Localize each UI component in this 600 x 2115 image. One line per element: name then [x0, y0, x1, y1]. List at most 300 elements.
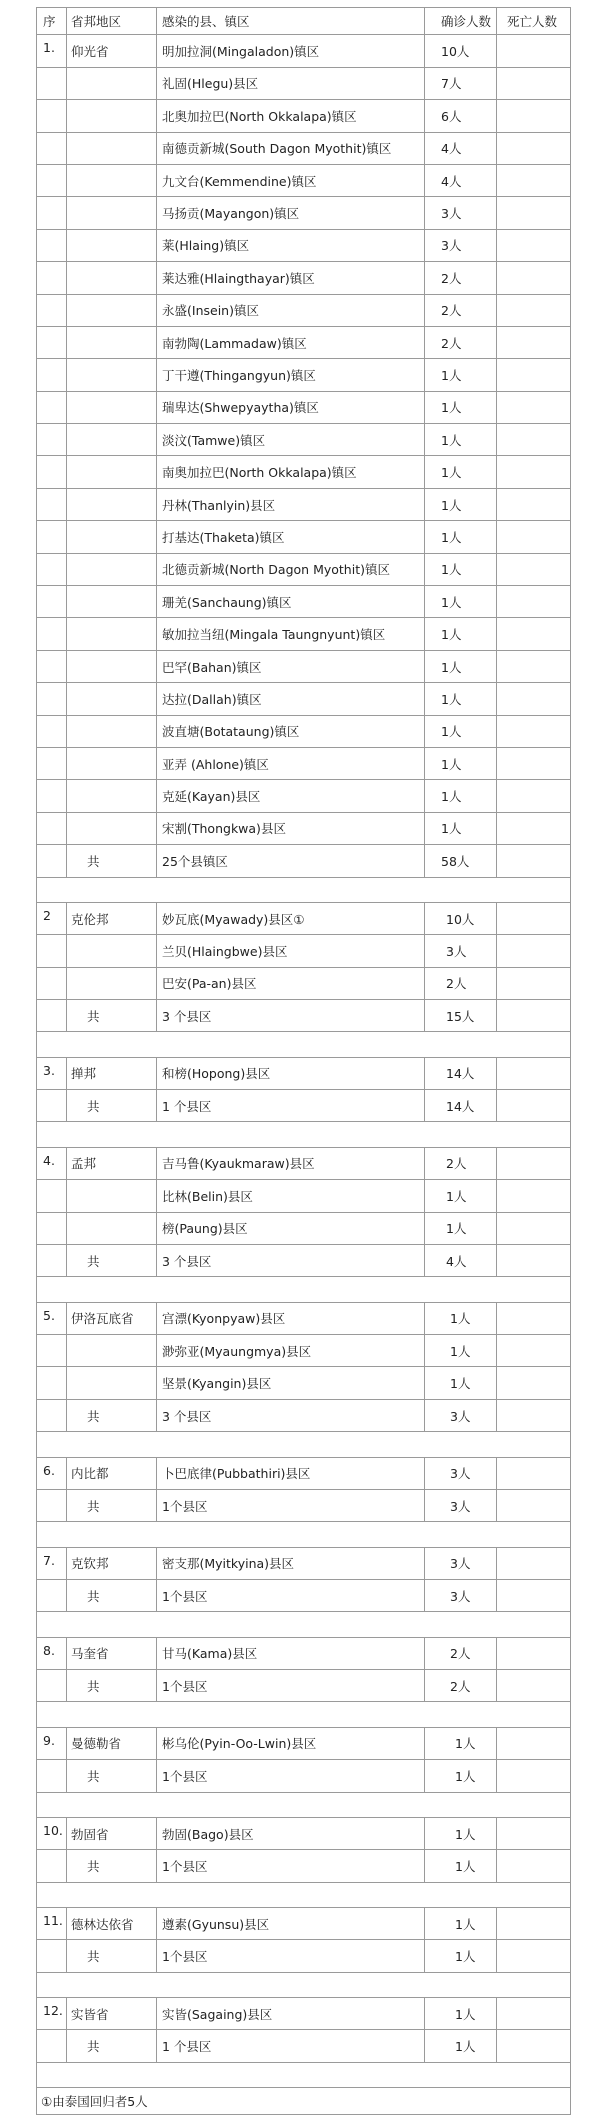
confirmed-cell: 1人: [425, 1180, 497, 1212]
total-confirmed: 1人: [425, 1850, 497, 1882]
deaths-cell: [497, 424, 571, 456]
deaths-cell: [497, 1090, 571, 1122]
deaths-cell: [497, 2030, 571, 2062]
separator-cell: [37, 1032, 571, 1057]
confirmed-cell: 3人: [425, 229, 497, 261]
total-district-count: 1个县区: [157, 1579, 425, 1611]
deaths-cell: [497, 1244, 571, 1276]
district-cell: 达拉(Dallah)镇区: [157, 683, 425, 715]
deaths-cell: [497, 1579, 571, 1611]
total-district-count: 25个县镇区: [157, 845, 425, 877]
total-confirmed: 1人: [425, 1940, 497, 1972]
confirmed-cell: 1人: [425, 521, 497, 553]
table-row: [37, 1302, 571, 1334]
deaths-cell: [497, 100, 571, 132]
district-cell: 南德贡新城(South Dagon Myothit)镇区: [157, 132, 425, 164]
confirmed-cell: 4人: [425, 132, 497, 164]
confirmed-cell: 1人: [425, 456, 497, 488]
separator-row: [37, 877, 571, 902]
district-cell: 妙瓦底(Myawady)县区①: [157, 902, 425, 934]
district-cell: 打基达(Thaketa)镇区: [157, 521, 425, 553]
district-cell: 和榜(Hopong)县区: [157, 1057, 425, 1089]
deaths-cell: [497, 1000, 571, 1032]
deaths-cell: [497, 1057, 571, 1089]
table-row: [37, 967, 571, 999]
separator-cell: [37, 1702, 571, 1727]
total-label: 共: [67, 2030, 157, 2062]
province-cell: 孟邦: [67, 1147, 157, 1179]
deaths-cell: [497, 1180, 571, 1212]
deaths-cell: [497, 715, 571, 747]
separator-row: [37, 1522, 571, 1547]
confirmed-cell: 1人: [425, 359, 497, 391]
total-row: [37, 845, 571, 877]
table-row: [37, 1180, 571, 1212]
deaths-cell: [497, 521, 571, 553]
separator-cell: [37, 2062, 571, 2087]
confirmed-cell: 3人: [425, 1547, 497, 1579]
separator-row: [37, 1612, 571, 1637]
separator-row: [37, 1432, 571, 1457]
deaths-cell: [497, 618, 571, 650]
total-label: 共: [67, 1579, 157, 1611]
deaths-cell: [497, 1399, 571, 1431]
seq-cell: 2: [37, 902, 67, 934]
confirmed-cell: 1人: [425, 1907, 497, 1939]
district-cell: 九文台(Kemmendine)镇区: [157, 164, 425, 196]
district-cell: 兰贝(Hlaingbwe)县区: [157, 935, 425, 967]
district-cell: 珊羌(Sanchaung)镇区: [157, 586, 425, 618]
district-cell: 淡汶(Tamwe)镇区: [157, 424, 425, 456]
deaths-cell: [497, 1335, 571, 1367]
district-cell: 永盛(Insein)镇区: [157, 294, 425, 326]
table-row: [37, 812, 571, 844]
total-confirmed: 58人: [425, 845, 497, 877]
total-district-count: 1 个县区: [157, 2030, 425, 2062]
table-row: [37, 780, 571, 812]
seq-cell: [37, 618, 67, 650]
confirmed-cell: 1人: [425, 1212, 497, 1244]
province-cell: [67, 618, 157, 650]
district-cell: 吉马鲁(Kyaukmaraw)县区: [157, 1147, 425, 1179]
seq-cell: [37, 1244, 67, 1276]
total-label: 共: [67, 1670, 157, 1702]
total-confirmed: 1人: [425, 1760, 497, 1792]
seq-cell: [37, 780, 67, 812]
table-row: [37, 683, 571, 715]
province-cell: [67, 391, 157, 423]
seq-cell: [37, 1399, 67, 1431]
confirmed-cell: 1人: [425, 1367, 497, 1399]
table-row: [37, 100, 571, 132]
deaths-cell: [497, 1817, 571, 1849]
confirmed-cell: 1人: [425, 1302, 497, 1334]
total-row: [37, 1940, 571, 1972]
province-cell: [67, 1180, 157, 1212]
deaths-cell: [497, 1457, 571, 1489]
province-cell: [67, 488, 157, 520]
province-cell: 实皆省: [67, 1997, 157, 2029]
province-cell: [67, 683, 157, 715]
total-district-count: 1个县区: [157, 1850, 425, 1882]
deaths-cell: [497, 326, 571, 358]
table-row: [37, 1907, 571, 1939]
seq-cell: [37, 521, 67, 553]
seq-cell: [37, 456, 67, 488]
confirmed-cell: 1人: [425, 1997, 497, 2029]
district-cell: 波直塘(Botataung)镇区: [157, 715, 425, 747]
seq-cell: [37, 1335, 67, 1367]
district-cell: 亚弄 (Ahlone)镇区: [157, 747, 425, 779]
separator-row: [37, 1122, 571, 1147]
confirmed-cell: 1人: [425, 1817, 497, 1849]
header-deaths: 死亡人数: [497, 8, 571, 35]
table-row: [37, 1547, 571, 1579]
district-cell: 瑞卑达(Shwepyaytha)镇区: [157, 391, 425, 423]
deaths-cell: [497, 1727, 571, 1759]
seq-cell: 8.: [37, 1637, 67, 1669]
confirmed-cell: 4人: [425, 164, 497, 196]
total-district-count: 3 个县区: [157, 1244, 425, 1276]
district-cell: 南勃陶(Lammadaw)镇区: [157, 326, 425, 358]
deaths-cell: [497, 197, 571, 229]
confirmed-cell: 1人: [425, 553, 497, 585]
province-cell: [67, 650, 157, 682]
total-label: 共: [67, 845, 157, 877]
district-cell: 马扬贡(Mayangon)镇区: [157, 197, 425, 229]
footnote: ①由泰国回归者5人: [37, 2088, 571, 2115]
seq-cell: [37, 1579, 67, 1611]
confirmed-cell: 2人: [425, 326, 497, 358]
province-cell: 曼德勒省: [67, 1727, 157, 1759]
seq-cell: [37, 391, 67, 423]
total-confirmed: 3人: [425, 1489, 497, 1521]
confirmed-cell: 2人: [425, 1147, 497, 1179]
table-row: [37, 935, 571, 967]
district-cell: 实皆(Sagaing)县区: [157, 1997, 425, 2029]
district-cell: 巴安(Pa-an)县区: [157, 967, 425, 999]
separator-cell: [37, 1122, 571, 1147]
confirmed-cell: 1人: [425, 586, 497, 618]
district-cell: 甘马(Kama)县区: [157, 1637, 425, 1669]
seq-cell: [37, 1367, 67, 1399]
table-row: [37, 747, 571, 779]
province-cell: [67, 67, 157, 99]
header-seq: 序: [37, 8, 67, 35]
deaths-cell: [497, 586, 571, 618]
separator-cell: [37, 1277, 571, 1302]
seq-cell: [37, 967, 67, 999]
province-cell: 马奎省: [67, 1637, 157, 1669]
seq-cell: 7.: [37, 1547, 67, 1579]
table-row: [37, 67, 571, 99]
total-confirmed: 4人: [425, 1244, 497, 1276]
header-confirmed: 确诊人数: [425, 8, 497, 35]
province-cell: 克钦邦: [67, 1547, 157, 1579]
seq-cell: [37, 262, 67, 294]
seq-cell: [37, 67, 67, 99]
separator-cell: [37, 877, 571, 902]
deaths-cell: [497, 1147, 571, 1179]
table-row: [37, 1057, 571, 1089]
province-cell: [67, 553, 157, 585]
confirmed-cell: 6人: [425, 100, 497, 132]
seq-cell: 11.: [37, 1907, 67, 1939]
seq-cell: [37, 812, 67, 844]
deaths-cell: [497, 1367, 571, 1399]
deaths-cell: [497, 1547, 571, 1579]
deaths-cell: [497, 391, 571, 423]
separator-row: [37, 1792, 571, 1817]
deaths-cell: [497, 780, 571, 812]
district-cell: 坚景(Kyangin)县区: [157, 1367, 425, 1399]
footnote-row: [37, 2088, 571, 2115]
table-row: [37, 1367, 571, 1399]
seq-cell: [37, 650, 67, 682]
seq-cell: [37, 424, 67, 456]
seq-cell: 4.: [37, 1147, 67, 1179]
seq-cell: 1.: [37, 35, 67, 67]
seq-cell: [37, 294, 67, 326]
table-row: [37, 1637, 571, 1669]
province-cell: [67, 780, 157, 812]
confirmed-cell: 14人: [425, 1057, 497, 1089]
seq-cell: [37, 586, 67, 618]
seq-cell: [37, 683, 67, 715]
confirmed-cell: 1人: [425, 715, 497, 747]
table-row: [37, 262, 571, 294]
province-cell: [67, 456, 157, 488]
confirmed-cell: 7人: [425, 67, 497, 99]
total-row: [37, 1579, 571, 1611]
province-cell: [67, 1367, 157, 1399]
district-cell: 宫漂(Kyonpyaw)县区: [157, 1302, 425, 1334]
province-cell: [67, 424, 157, 456]
province-cell: [67, 100, 157, 132]
confirmed-cell: 10人: [425, 35, 497, 67]
district-cell: 敏加拉当纽(Mingala Taungnyunt)镇区: [157, 618, 425, 650]
confirmed-cell: 1人: [425, 1727, 497, 1759]
seq-cell: 6.: [37, 1457, 67, 1489]
province-cell: [67, 1335, 157, 1367]
table-row: [37, 1457, 571, 1489]
seq-cell: [37, 747, 67, 779]
seq-cell: [37, 229, 67, 261]
table-row: [37, 488, 571, 520]
district-cell: 礼固(Hlegu)县区: [157, 67, 425, 99]
deaths-cell: [497, 1637, 571, 1669]
confirmed-cell: 3人: [425, 197, 497, 229]
seq-cell: 3.: [37, 1057, 67, 1089]
province-cell: [67, 359, 157, 391]
deaths-cell: [497, 488, 571, 520]
seq-cell: [37, 715, 67, 747]
seq-cell: [37, 326, 67, 358]
total-district-count: 1 个县区: [157, 1090, 425, 1122]
province-cell: [67, 747, 157, 779]
district-cell: 北德贡新城(North Dagon Myothit)镇区: [157, 553, 425, 585]
separator-cell: [37, 1522, 571, 1547]
total-confirmed: 15人: [425, 1000, 497, 1032]
district-cell: 宋割(Thongkwa)县区: [157, 812, 425, 844]
province-cell: [67, 197, 157, 229]
deaths-cell: [497, 845, 571, 877]
deaths-cell: [497, 67, 571, 99]
total-row: [37, 1000, 571, 1032]
total-row: [37, 1489, 571, 1521]
total-row: [37, 1399, 571, 1431]
table-row: [37, 586, 571, 618]
total-confirmed: 14人: [425, 1090, 497, 1122]
table-row: [37, 294, 571, 326]
table-row: [37, 521, 571, 553]
seq-cell: [37, 359, 67, 391]
total-row: [37, 1090, 571, 1122]
confirmed-cell: 1人: [425, 747, 497, 779]
district-cell: 榜(Paung)县区: [157, 1212, 425, 1244]
province-cell: [67, 294, 157, 326]
seq-cell: [37, 1670, 67, 1702]
total-district-count: 1个县区: [157, 1940, 425, 1972]
province-cell: [67, 967, 157, 999]
table-row: [37, 1335, 571, 1367]
deaths-cell: [497, 262, 571, 294]
separator-row: [37, 1702, 571, 1727]
district-cell: 丁干遵(Thingangyun)镇区: [157, 359, 425, 391]
confirmed-cell: 1人: [425, 683, 497, 715]
deaths-cell: [497, 1212, 571, 1244]
deaths-cell: [497, 456, 571, 488]
deaths-cell: [497, 1489, 571, 1521]
district-cell: 北奥加拉巴(North Okkalapa)镇区: [157, 100, 425, 132]
confirmed-cell: 1人: [425, 618, 497, 650]
seq-cell: [37, 488, 67, 520]
seq-cell: 10.: [37, 1817, 67, 1849]
deaths-cell: [497, 1760, 571, 1792]
total-district-count: 1个县区: [157, 1489, 425, 1521]
district-cell: 丹林(Thanlyin)县区: [157, 488, 425, 520]
total-district-count: 3 个县区: [157, 1399, 425, 1431]
province-cell: [67, 164, 157, 196]
separator-row: [37, 1277, 571, 1302]
district-cell: 渺弥亚(Myaungmya)县区: [157, 1335, 425, 1367]
district-cell: 勃固(Bago)县区: [157, 1817, 425, 1849]
district-cell: 克延(Kayan)县区: [157, 780, 425, 812]
table-row: [37, 326, 571, 358]
total-row: [37, 1670, 571, 1702]
seq-cell: [37, 553, 67, 585]
total-row: [37, 1244, 571, 1276]
deaths-cell: [497, 229, 571, 261]
table-row: [37, 1997, 571, 2029]
total-confirmed: 2人: [425, 1670, 497, 1702]
separator-row: [37, 2062, 571, 2087]
province-cell: 勃固省: [67, 1817, 157, 1849]
deaths-cell: [497, 1940, 571, 1972]
deaths-cell: [497, 553, 571, 585]
province-cell: 掸邦: [67, 1057, 157, 1089]
province-cell: [67, 586, 157, 618]
district-cell: 莱达雅(Hlaingthayar)镇区: [157, 262, 425, 294]
seq-cell: [37, 1760, 67, 1792]
table-row: [37, 35, 571, 67]
total-row: [37, 2030, 571, 2062]
table-row: [37, 132, 571, 164]
total-label: 共: [67, 1090, 157, 1122]
total-label: 共: [67, 1399, 157, 1431]
deaths-cell: [497, 812, 571, 844]
table-row: [37, 650, 571, 682]
table-row: [37, 1817, 571, 1849]
district-cell: 遵素(Gyunsu)县区: [157, 1907, 425, 1939]
table-row: [37, 424, 571, 456]
deaths-cell: [497, 650, 571, 682]
confirmed-cell: 1人: [425, 391, 497, 423]
table-row: [37, 715, 571, 747]
seq-cell: [37, 1940, 67, 1972]
table-row: [37, 456, 571, 488]
district-cell: 明加拉洞(Mingaladon)镇区: [157, 35, 425, 67]
confirmed-cell: 1人: [425, 424, 497, 456]
province-cell: [67, 229, 157, 261]
province-cell: [67, 521, 157, 553]
confirmed-cell: 1人: [425, 1335, 497, 1367]
district-cell: 巴罕(Bahan)镇区: [157, 650, 425, 682]
table-row: [37, 229, 571, 261]
district-cell: 卜巴底律(Pubbathiri)县区: [157, 1457, 425, 1489]
seq-cell: [37, 845, 67, 877]
separator-cell: [37, 1432, 571, 1457]
table-row: [37, 618, 571, 650]
province-cell: [67, 715, 157, 747]
deaths-cell: [497, 164, 571, 196]
province-cell: 仰光省: [67, 35, 157, 67]
province-cell: [67, 1212, 157, 1244]
confirmed-cell: 1人: [425, 812, 497, 844]
total-label: 共: [67, 1940, 157, 1972]
table-row: [37, 902, 571, 934]
table-row: [37, 1727, 571, 1759]
separator-cell: [37, 1792, 571, 1817]
deaths-cell: [497, 132, 571, 164]
separator-cell: [37, 1882, 571, 1907]
total-row: [37, 1850, 571, 1882]
seq-cell: [37, 1090, 67, 1122]
header-province: 省邦地区: [67, 8, 157, 35]
separator-row: [37, 1032, 571, 1057]
seq-cell: [37, 935, 67, 967]
seq-cell: [37, 100, 67, 132]
total-confirmed: 1人: [425, 2030, 497, 2062]
province-cell: [67, 262, 157, 294]
province-cell: 德林达依省: [67, 1907, 157, 1939]
district-cell: 密支那(Myitkyina)县区: [157, 1547, 425, 1579]
seq-cell: [37, 1212, 67, 1244]
confirmed-cell: 3人: [425, 935, 497, 967]
separator-row: [37, 1882, 571, 1907]
total-confirmed: 3人: [425, 1399, 497, 1431]
province-cell: 克伦邦: [67, 902, 157, 934]
confirmed-cell: 1人: [425, 780, 497, 812]
deaths-cell: [497, 1907, 571, 1939]
total-row: [37, 1760, 571, 1792]
seq-cell: [37, 164, 67, 196]
seq-cell: [37, 197, 67, 229]
separator-cell: [37, 1612, 571, 1637]
deaths-cell: [497, 35, 571, 67]
district-cell: 比林(Belin)县区: [157, 1180, 425, 1212]
total-confirmed: 3人: [425, 1579, 497, 1611]
